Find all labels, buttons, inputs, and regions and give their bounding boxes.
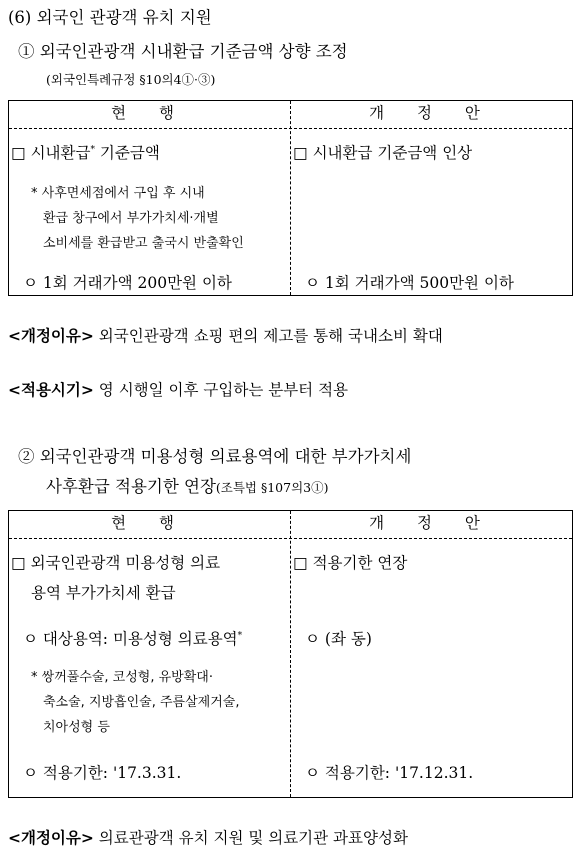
note-line: 축소술, 지방흡인술, 주름살제거술, [43,695,240,710]
table-divider [290,101,291,295]
item2-title-line2 [46,473,328,497]
current-bullet2: ㅇ 적용기한: '17.3.31. [23,764,182,782]
col-current-header: 현 행 [111,104,188,122]
note-line: 치아성형 등 [43,720,110,735]
header-rule [9,128,572,129]
note-line: * 쌍꺼풀수술, 코성형, 유방확대· [31,670,213,685]
footnote-mark: * [237,630,243,641]
item1-table [8,100,573,296]
table-header [9,511,572,537]
current-label-line1: □ 외국인관광객 미용성형 의료 [11,554,221,572]
proposed-bullet1: ㅇ (좌 동) [305,630,372,648]
note-line: 소비세를 환급받고 출국시 반출확인 [43,236,244,251]
note-line: * 사후면세점에서 구입 후 시내 [31,186,205,201]
section-title: (6) 외국인 관광객 유치 지원 [8,8,212,27]
item2-title-text: 사후환급 적용기한 연장 [46,477,216,496]
proposed-label: □ 적용기한 연장 [293,554,408,572]
effective-label: <적용시기> [8,381,94,399]
current-bullet: ㅇ 1회 거래가액 200만원 이하 [23,274,232,292]
current-bullet1-text: ㅇ 대상용역: 미용성형 의료용역 [23,630,238,648]
current-bullet1 [23,627,242,649]
proposed-label: □ 시내환급 기준금액 인상 [293,144,473,162]
effective-text: 영 시행일 이후 구입하는 분부터 적용 [93,381,349,399]
reason-text: 의료관광객 유치 지원 및 의료기관 과표양성화 [93,829,408,847]
reason2 [8,826,408,848]
item2-table [8,510,573,798]
item1-title: ① 외국인관광객 시내환급 기준금액 상향 조정 [18,42,348,61]
current-label [11,141,160,163]
footnote-mark: * [90,144,95,155]
item2-reference: (조특법 §107의3①) [215,480,329,495]
proposed-bullet2: ㅇ 적용기한: '17.12.31. [305,764,474,782]
reason-label: <개정이유> [8,829,94,847]
note-line: 환급 창구에서 부가가치세·개별 [43,211,219,226]
reason-text: 외국인관광객 쇼핑 편의 제고를 통해 국내소비 확대 [93,327,443,345]
col-current-header: 현 행 [111,514,188,532]
current-label-line2: 용역 부가가치세 환급 [31,584,176,602]
effective1 [8,378,348,400]
proposed-bullet: ㅇ 1회 거래가액 500만원 이하 [305,274,514,292]
current-label-text: □ 시내환급 [11,144,91,162]
item2-title-line1: ② 외국인관광객 미용성형 의료용역에 대한 부가가치세 [18,447,412,466]
current-label-rest: 기준금액 [94,144,160,162]
reason1 [8,324,443,346]
col-proposed-header: 개 정 안 [369,104,494,122]
table-divider [290,511,291,797]
reason-label: <개정이유> [8,327,94,345]
table-header [9,101,572,127]
col-proposed-header: 개 정 안 [369,514,494,532]
header-rule [9,538,572,539]
item1-reference: (외국인특례규정 §10의4①·③) [46,72,216,87]
